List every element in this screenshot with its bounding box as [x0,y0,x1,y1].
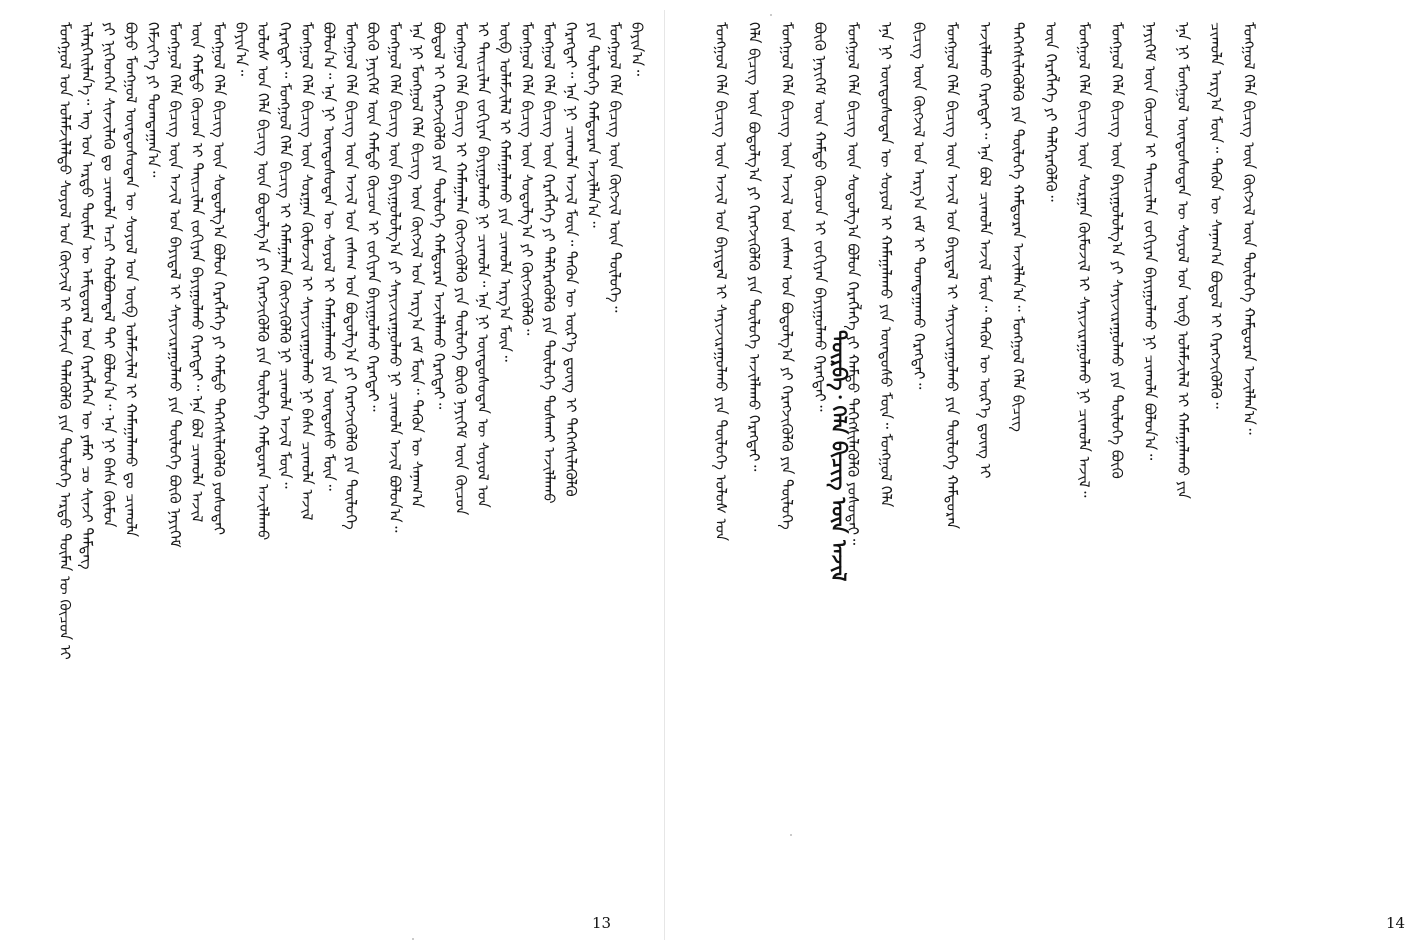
text-column: ᠮᠣᠩᠭᠣᠯ ᠬᠡᠯᠡ ᠪᠢᠴᠢᠭ ᠦᠨ ᠰᠤᠳᠤᠯᠭ᠎ᠠ ᠪᠣᠯᠤᠨ ᠬᠡᠷᠡᠭᠯᠡᠭᠡ ᠶᠢ ᠬᠠᠮᠲᠤ ᠳᠡᠭᠡᠭᠰᠢᠯᠡᠭᠦᠯᠬᠦ ᠶᠣᠰᠣᠲᠠᠢ᠃ [844,22,862,545]
text-column: ᠬᠡᠯᠡ ᠪᠢᠴᠢᠭ ᠦᠨ ᠪᠣᠳᠣᠯᠭ᠎ᠠ ᠶᠢ ᠬᠡᠷᠡᠭᠵᠢᠭᠦᠯᠬᠦ ᠶᠢᠨ ᠲᠥᠯᠥᠭᠡ ᠠᠵᠢᠯᠯᠠᠬᠤ ᠬᠡᠷᠡᠭᠲᠡᠢ᠃ [745,22,763,472]
text-column: ᠪᠤᠶᠤ ᠮᠣᠩᠭᠣᠯ ᠦᠨᠳᠦᠰᠦᠲᠡᠨ ᠦ ᠰᠣᠶᠣᠯ ᠤᠨ ᠦᠪ ᠤᠯᠠᠮᠵᠢᠯᠠᠯ ᠢ ᠬᠠᠮᠠᠭᠠᠯᠠᠬᠤ ᠳᠤ ᠴᠢᠬᠤᠯᠠ [122,22,140,537]
text-column: ᠪᠢᠴᠢᠭ ᠦᠨ ᠬᠥᠭᠵᠢᠯ ᠤᠨ ᠠᠷᠭ᠎ᠠ ᠵᠠᠮ ᠢ ᠲᠣᠭᠲᠠᠭᠠᠬᠤ ᠬᠡᠷᠡᠭᠲᠡᠢ᠃ [910,22,928,390]
text-column: ᠡᠨᠡ ᠨᠢ ᠮᠣᠩᠭᠣᠯ ᠬᠡᠯᠡ ᠪᠢᠴᠢᠭ ᠦᠨ ᠬᠥᠭᠵᠢᠯ ᠤᠨ ᠠᠷᠭ᠎ᠠ ᠵᠠᠮ ᠮᠥᠨ᠃ ᠲᠡᠭᠦᠨ ᠦ ᠰᠠᠨᠠᠭ᠎ᠠ [408,22,426,508]
text-column: ᠶᠢᠨ ᠲᠥᠯᠥᠭᠡ ᠬᠠᠮᠲᠤᠷᠠᠨ ᠠᠵᠢᠯᠯᠠᠨ᠎ᠠ᠃ [584,22,602,228]
text-column: ᠶᠢ ᠨᠢᠭᠡᠳᠬᠡᠨ ᠰᠢᠨᠵᠢᠯᠡᠬᠦ ᠳᠤ ᠴᠢᠬᠤᠯᠠ ᠠᠴᠢ ᠬᠣᠯᠪᠣᠭᠳᠠᠯ ᠲᠠᠢ ᠪᠣᠯᠤᠨ᠎ᠠ᠃ ᠡᠨᠡ ᠨᠢ ᠪᠠᠰᠠ ᠬᠦᠮᠦᠨ [100,22,118,528]
text-column: ᠮᠣᠩᠭᠣᠯ ᠬᠡᠯᠡ ᠪᠢᠴᠢᠭ ᠦᠨ ᠠᠵᠢᠯ ᠤᠨ ᠪᠠᠶᠢᠳᠠᠯ ᠢ ᠰᠠᠶᠢᠵᠢᠷᠠᠭᠤᠯᠬᠤ ᠶᠢᠨ ᠲᠥᠯᠥᠭᠡ ᠤᠯᠤᠰ ᠤᠨ [712,22,730,542]
text-column: ᠳᠡᠭᠡᠭᠰᠢᠯᠡᠭᠦᠯᠬᠦ ᠶᠢᠨ ᠲᠥᠯᠥᠭᠡ ᠬᠠᠮᠲᠤᠷᠠᠨ ᠠᠵᠢᠯᠯᠠᠨ᠎ᠠ᠃ ᠮᠣᠩᠭᠣᠯ ᠬᠡᠯᠡ ᠪᠢᠴᠢᠭ [1009,22,1027,432]
text-column: ᠮᠣᠩᠭᠣᠯ ᠬᠡᠯᠡ ᠪᠢᠴᠢᠭ ᠦᠨ ᠬᠥᠭᠵᠢᠯ ᠦᠨ ᠲᠥᠯᠥᠭᠡ ᠬᠠᠮᠲᠤᠷᠠᠨ ᠠᠵᠢᠯᠯᠠᠨ᠎ᠠ᠃ [1240,22,1258,435]
text-column: ᠮᠣᠩᠭᠣᠯ ᠬᠡᠯᠡ ᠪᠢᠴᠢᠭ ᠦᠨ ᠠᠵᠢᠯ ᠤᠨ ᠪᠠᠶᠢᠳᠠᠯ ᠢ ᠰᠠᠶᠢᠵᠢᠷᠠᠭᠤᠯᠬᠤ ᠶᠢᠨ ᠲᠥᠯᠥᠭᠡ ᠪᠦᠬᠦ ᠨᠡᠶᠢᠭᠡᠮ [166,22,184,548]
page-number-left: 13 [592,914,612,932]
text-column: ᠨᠡᠶᠢᠭᠡᠮ ᠦᠨ ᠬᠦᠴᠦᠨ ᠢ ᠳᠠᠢᠴᠢᠯᠠᠨ ᠵᠣᠬᠢᠶᠠᠨ ᠪᠠᠶᠢᠭᠤᠯᠬᠤ ᠨᠢ ᠴᠢᠬᠤᠯᠠ ᠪᠣᠯᠤᠨ᠎ᠠ᠃ [1141,22,1159,461]
text-column: ᠬᠡᠮᠵᠢᠶ᠎ᠡ ᠶᠢ ᠲᠣᠭᠲᠠᠭᠠᠨ᠎ᠠ᠃ [144,22,162,178]
text-column: ᠮᠣᠩᠭᠣᠯ ᠬᠡᠯᠡ ᠪᠢᠴᠢᠭ ᠦᠨ ᠰᠤᠳᠤᠯᠭ᠎ᠠ ᠪᠣᠯᠤᠨ ᠬᠡᠷᠡᠭᠯᠡᠭᠡ ᠶᠢ ᠬᠠᠮᠲᠤ ᠳᠡᠭᠡᠭᠰᠢᠯᠡᠭᠦᠯᠬᠦ ᠶᠣᠰᠣᠲᠠᠢ [210,22,228,536]
scan-speck [412,938,414,940]
text-column: ᠬᠡᠷᠡᠭᠲᠡᠢ᠃ ᠮᠣᠩᠭᠣᠯ ᠬᠡᠯᠡ ᠪᠢᠴᠢᠭ ᠢ ᠬᠠᠮᠠᠭᠠᠯᠠᠨ ᠬᠥᠭᠵᠢᠭᠦᠯᠬᠦ ᠨᠢ ᠴᠢᠬᠤᠯᠠ ᠠᠵᠢᠯ ᠮᠥᠨ᠃ [276,22,294,489]
scan-speck [770,14,772,16]
text-column: ᠮᠣᠩᠭᠣᠯ ᠬᠡᠯᠡ ᠪᠢᠴᠢᠭ ᠦᠨ ᠪᠠᠶᠢᠭᠤᠯᠤᠯᠭ᠎ᠠ ᠶᠢ ᠰᠠᠶᠢᠵᠢᠷᠠᠭᠤᠯᠬᠤ ᠨᠢ ᠴᠢᠬᠤᠯᠠ ᠠᠵᠢᠯ ᠪᠣᠯᠤᠨ᠎ᠠ᠃ [386,22,404,533]
text-column: ᠪᠣᠳᠣᠯ ᠢ ᠬᠡᠷᠡᠭᠵᠢᠭᠦᠯᠬᠦ ᠶᠢᠨ ᠲᠥᠯᠥᠭᠡ ᠬᠠᠮᠲᠤᠷᠠᠨ ᠠᠵᠢᠯᠯᠠᠬᠤ ᠬᠡᠷᠡᠭᠲᠡᠢ᠃ [430,22,448,410]
text-column: ᠪᠣᠯᠤᠨ᠎ᠠ᠃ ᠡᠨᠡ ᠨᠢ ᠦᠨᠳᠦᠰᠦᠲᠡᠨ ᠦ ᠰᠣᠶᠣᠯ ᠢ ᠬᠠᠮᠠᠭᠠᠯᠠᠬᠤ ᠶᠢᠨ ᠦᠨᠳᠦᠰᠦ ᠮᠥᠨ᠃ [320,22,338,491]
text-column: ᠮᠣᠩᠭᠣᠯ ᠬᠡᠯᠡ ᠪᠢᠴᠢᠭ ᠦᠨ ᠰᠤᠳᠤᠯᠭ᠎ᠠ ᠶᠢ ᠬᠥᠭᠵᠢᠭᠦᠯᠬᠦ᠃ [518,22,536,336]
text-column: ᠮᠣᠩᠭᠣᠯ ᠬᠡᠯᠡ ᠪᠢᠴᠢᠭ ᠦᠨ ᠰᠤᠷᠭᠠᠨ ᠬᠦᠮᠦᠵᠢᠯ ᠢ ᠰᠠᠶᠢᠵᠢᠷᠠᠭᠤᠯᠬᠤ ᠨᠢ ᠴᠢᠬᠤᠯᠠ ᠠᠵᠢᠯ᠃ [1075,22,1093,498]
scan-speck [790,834,792,836]
text-column: ᠮᠣᠩᠭᠣᠯ ᠬᠡᠯᠡ ᠪᠢᠴᠢᠭ ᠦᠨ ᠬᠡᠷᠡᠭᠯᠡᠭᠡ ᠶᠢ ᠳᠡᠯᠭᠡᠷᠡᠭᠦᠯᠬᠦ ᠶᠢᠨ ᠲᠥᠯᠥᠭᠡ ᠲᠤᠰᠬᠠᠢ ᠠᠵᠢᠯᠯᠠᠬᠤ [540,22,558,504]
page-number-right: 14 [1386,914,1405,932]
text-column: ᠡᠨᠡ ᠨᠢ ᠦᠨᠳᠦᠰᠦᠲᠡᠨ ᠦ ᠰᠣᠶᠣᠯ ᠢ ᠬᠠᠮᠠᠭᠠᠯᠠᠬᠤ ᠶᠢᠨ ᠦᠨᠳᠦᠰᠦ ᠮᠥᠨ᠃ ᠮᠣᠩᠭᠣᠯ ᠬᠡᠯᠡ [877,22,895,508]
text-column: ᠦᠨ ᠬᠠᠮᠲᠤ ᠬᠦᠴᠦᠨ ᠢ ᠳᠠᠢᠴᠢᠯᠠᠨ ᠵᠣᠬᠢᠶᠠᠨ ᠪᠠᠶᠢᠭᠤᠯᠬᠤ ᠬᠡᠷᠡᠭᠲᠡᠢ᠃ ᠡᠨᠡ ᠪᠣᠯ ᠴᠢᠬᠤᠯᠠ ᠠᠵᠢᠯ [188,22,206,523]
text-column: ᠠᠵᠢᠯᠯᠠᠬᠤ ᠬᠡᠷᠡᠭᠲᠡᠢ᠃ ᠡᠨᠡ ᠪᠣᠯ ᠴᠢᠬᠤᠯᠠ ᠠᠵᠢᠯ ᠮᠥᠨ᠃ ᠲᠡᠭᠦᠨ ᠦ ᠦᠷ᠎ᠡ ᠳ᠋ᠦᠩ ᠢ [976,22,994,479]
text-column: ᠪᠠᠶᠢᠨ᠎ᠠ᠃ [232,22,250,76]
text-column: ᠪᠦᠬᠦ ᠨᠡᠶᠢᠭᠡᠮ ᠦᠨ ᠬᠠᠮᠲᠤ ᠬᠦᠴᠦᠨ ᠢ ᠵᠣᠬᠢᠶᠠᠨ ᠪᠠᠶᠢᠭᠤᠯᠬᠤ ᠬᠡᠷᠡᠭᠲᠡᠢ᠃ [811,22,829,412]
text-column: ᠴᠢᠬᠤᠯᠠ ᠠᠷᠭ᠎ᠠ ᠮᠥᠨ᠃ ᠲᠡᠭᠦᠨ ᠦ ᠰᠠᠨᠠᠭ᠎ᠠ ᠪᠣᠳᠣᠯ ᠢ ᠬᠡᠷᠡᠭᠵᠢᠭᠦᠯᠬᠦ᠃ [1207,22,1225,409]
text-column: ᠮᠣᠩᠭᠣᠯ ᠬᠡᠯᠡ ᠪᠢᠴᠢᠭ ᠦᠨ ᠬᠥᠭᠵᠢᠯ ᠦᠨ ᠲᠥᠯᠥᠭᠡ᠃ [606,22,624,313]
text-column: ᠦᠪ ᠤᠯᠠᠮᠵᠢᠯᠠᠯ ᠢ ᠬᠠᠮᠠᠭᠠᠯᠠᠬᠤ ᠶᠢᠨ ᠴᠢᠬᠤᠯᠠ ᠠᠷᠭ᠎ᠠ ᠮᠥᠨ᠃ [496,22,514,362]
text-column: ᠡᠨᠡ ᠨᠢ ᠮᠣᠩᠭᠣᠯ ᠦᠨᠳᠦᠰᠦᠲᠡᠨ ᠦ ᠰᠣᠶᠣᠯ ᠤᠨ ᠦᠪ ᠤᠯᠠᠮᠵᠢᠯᠠᠯ ᠢ ᠬᠠᠮᠠᠭᠠᠯᠠᠬᠤ ᠶᠢᠨ [1174,22,1192,499]
text-column: ᠢᠯᠡᠷᠬᠡᠢᠯᠡᠨ᠎ᠡ᠃ ᠡᠩ ᠤᠨ ᠠᠷᠳᠤ ᠲᠦᠮᠡᠨ ᠦ ᠠᠮᠢᠳᠤᠷᠠᠯ ᠤᠨ ᠬᠡᠷᠡᠭᠯᠡᠭᠡᠨ ᠦ ᠶᠠᠮᠠᠷ ᠴᠤ ᠰᠢᠨᠵᠢ ᠲᠡᠮᠳᠡᠭ [78,22,96,570]
text-column: ᠦᠨ ᠬᠡᠷᠡᠭᠯᠡᠭᠡ ᠶᠢ ᠳᠡᠯᠭᠡᠷᠡᠭᠦᠯᠬᠦ᠃ [1042,22,1060,202]
text-column: ᠮᠣᠩᠭᠣᠯ ᠬᠡᠯᠡ ᠪᠢᠴᠢᠭ ᠦᠨ ᠠᠵᠢᠯ ᠤᠨ ᠪᠠᠶᠢᠳᠠᠯ ᠢ ᠰᠠᠶᠢᠵᠢᠷᠠᠭᠤᠯᠬᠤ ᠶᠢᠨ ᠲᠥᠯᠥᠭᠡ ᠬᠠᠮᠲᠤᠷᠠᠨ [943,22,961,529]
text-column: ᠤᠯᠤᠰ ᠤᠨ ᠬᠡᠯᠡ ᠪᠢᠴᠢᠭ ᠦᠨ ᠪᠣᠳᠣᠯᠭ᠎ᠠ ᠶᠢ ᠬᠡᠷᠡᠭᠵᠢᠭᠦᠯᠬᠦ ᠶᠢᠨ ᠲᠥᠯᠥᠭᠡ ᠬᠠᠮᠲᠤᠷᠠᠨ ᠠᠵᠢᠯᠯᠠᠬᠤ [254,22,272,541]
text-column: ᠢ ᠳᠠᠢᠴᠢᠯᠠᠨ ᠵᠣᠬᠢᠶᠠᠨ ᠪᠠᠶᠢᠭᠤᠯᠬᠤ ᠨᠢ ᠴᠢᠬᠤᠯᠠ᠃ ᠡᠨᠡ ᠨᠢ ᠦᠨᠳᠦᠰᠦᠲᠡᠨ ᠦ ᠰᠣᠶᠣᠯ ᠤᠨ [474,22,492,508]
text-column: ᠬᠡᠷᠡᠭᠲᠡᠢ᠃ ᠡᠨᠡ ᠨᠢ ᠴᠢᠬᠤᠯᠠ ᠠᠵᠢᠯ ᠮᠥᠨ᠃ ᠲᠡᠭᠦᠨ ᠦ ᠦᠷ᠎ᠡ ᠳ᠋ᠦᠩ ᠢ ᠳᠡᠭᠡᠭᠰᠢᠯᠡᠭᠦᠯᠬᠦ [562,22,580,497]
text-column: ᠮᠣᠩᠭᠣᠯ ᠬᠡᠯᠡ ᠪᠢᠴᠢᠭ ᠦᠨ ᠪᠠᠶᠢᠭᠤᠯᠤᠯᠭ᠎ᠠ ᠶᠢ ᠰᠠᠶᠢᠵᠢᠷᠠᠭᠤᠯᠬᠤ ᠶᠢᠨ ᠲᠥᠯᠥᠭᠡ ᠪᠦᠬᠦ [1108,22,1126,479]
text-column: ᠮᠣᠩᠭᠣᠯ ᠬᠡᠯᠡ ᠪᠢᠴᠢᠭ ᠦᠨ ᠰᠤᠷᠭᠠᠨ ᠬᠦᠮᠦᠵᠢᠯ ᠢ ᠰᠠᠶᠢᠵᠢᠷᠠᠭᠤᠯᠬᠤ ᠨᠢ ᠪᠠᠰᠠ ᠴᠢᠬᠤᠯᠠ ᠠᠵᠢᠯ [298,22,316,521]
text-column: ᠪᠠᠶᠢᠨ᠎ᠠ᠃ [628,22,646,76]
text-column: ᠮᠣᠩᠭᠣᠯ ᠤᠨ ᠤᠯᠠᠮᠵᠢᠯᠠᠯᠳᠤ ᠰᠣᠶᠣᠯ ᠤᠨ ᠬᠥᠭᠵᠢᠯ ᠢ ᠳᠡᠮᠵᠢᠨ ᠲᠡᠯᠡᠭᠦᠯᠬᠦ ᠶᠢᠨ ᠲᠥᠯᠥᠭᠡ ᠠᠷᠳᠤ ᠲᠦᠮᠡᠨ ᠦ ᠬᠦᠴᠦᠨ ᠢ [56,22,74,660]
text-column: ᠮᠣᠩᠭᠣᠯ ᠬᠡᠯᠡ ᠪᠢᠴᠢᠭ ᠦᠨ ᠠᠵᠢᠯ ᠤᠨ ᠵᠠᠰᠠᠭ ᠤᠨ ᠪᠣᠳᠣᠯᠭ᠎ᠠ ᠶᠢ ᠬᠡᠷᠡᠭᠵᠢᠭᠦᠯᠬᠦ ᠶᠢᠨ ᠲᠥᠯᠥᠭᠡ [778,22,796,530]
text-column: ᠮᠣᠩᠭᠣᠯ ᠬᠡᠯᠡ ᠪᠢᠴᠢᠭ ᠢ ᠬᠠᠮᠠᠭᠠᠯᠠᠨ ᠬᠥᠭᠵᠢᠭᠦᠯᠬᠦ ᠶᠢᠨ ᠲᠥᠯᠥᠭᠡ ᠪᠦᠬᠦ ᠨᠡᠶᠢᠭᠡᠮ ᠦᠨ ᠬᠦᠴᠦᠨ [452,22,470,516]
left-page [0,0,660,950]
right-page [660,0,1405,950]
text-column: ᠮᠣᠩᠭᠣᠯ ᠬᠡᠯᠡ ᠪᠢᠴᠢᠭ ᠦᠨ ᠠᠵᠢᠯ ᠤᠨ ᠵᠠᠰᠠᠭ ᠤᠨ ᠪᠣᠳᠣᠯᠭ᠎ᠠ ᠶᠢ ᠬᠡᠷᠡᠭᠵᠢᠭᠦᠯᠬᠦ ᠶᠢᠨ ᠲᠥᠯᠥᠭᠡ [342,22,360,530]
section-heading: ᠳᠥᠷᠪᠡ᠂ ᠬᠡᠯᠡ ᠪᠢᠴᠢᠭ ᠦᠨ ᠠᠵᠢᠯ [827,330,851,582]
text-column: ᠪᠦᠬᠦ ᠨᠡᠶᠢᠭᠡᠮ ᠦᠨ ᠬᠠᠮᠲᠤ ᠬᠦᠴᠦᠨ ᠢ ᠵᠣᠬᠢᠶᠠᠨ ᠪᠠᠶᠢᠭᠤᠯᠬᠤ ᠬᠡᠷᠡᠭᠲᠡᠢ᠃ [364,22,382,412]
